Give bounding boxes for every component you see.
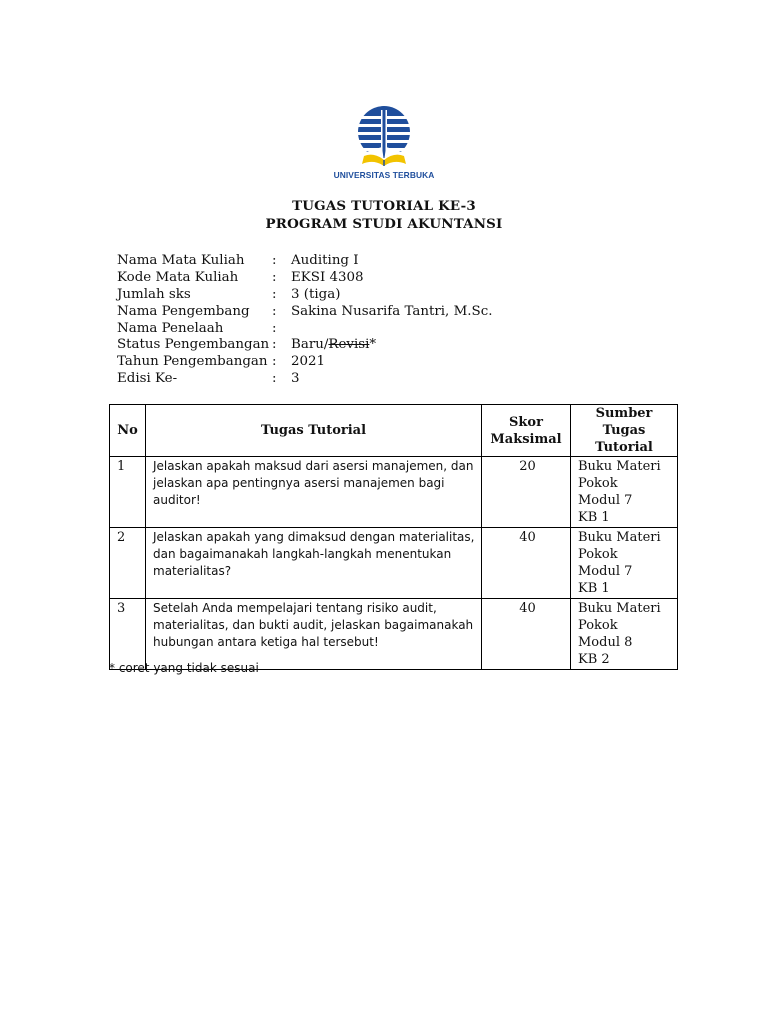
info-colon: : <box>272 269 277 285</box>
sumber-line: Pokok <box>578 618 618 633</box>
info-colon: : <box>272 253 277 268</box>
sumber-line: Buku Materi <box>578 459 661 474</box>
cell-no: 1 <box>110 457 146 528</box>
sumber-line: Modul 7 <box>578 564 633 579</box>
table-header-row <box>110 405 678 457</box>
cell-no: 2 <box>110 528 146 599</box>
page-title: TUGAS TUTORIAL KE-3 <box>292 198 476 214</box>
cell-skor: 40 <box>482 528 571 599</box>
sumber-line: KB 2 <box>578 652 610 667</box>
info-label: Kode Mata Kuliah <box>117 269 239 285</box>
info-label: Nama Mata Kuliah <box>117 253 245 268</box>
cell-skor: 20 <box>482 457 571 528</box>
sumber-line: Buku Materi <box>578 601 661 616</box>
cell-tugas: Setelah Anda mempelajari tentang risiko audit, materialitas, dan bukti audit, jelaskan bagaimanakah hubungan antara ketiga hal tersebut! <box>146 599 482 670</box>
header-sumber-line: Tugas <box>602 423 646 438</box>
header-skor-maksimal <box>482 405 571 457</box>
tutorial-task-table <box>109 404 678 670</box>
sumber-line: Pokok <box>578 476 618 491</box>
status-asterisk: * <box>369 337 377 353</box>
table-row <box>110 528 678 599</box>
header-skor-line: Maksimal <box>490 431 562 447</box>
info-colon: : <box>272 337 277 353</box>
cell-sumber <box>571 599 678 670</box>
info-value: EKSI 4308 <box>291 269 364 285</box>
info-label: Nama Penelaah <box>117 320 224 336</box>
info-label: Tahun Pengembangan <box>117 354 268 370</box>
header-sumber-tugas-tutorial <box>571 405 678 457</box>
sumber-line: Modul 8 <box>578 635 633 650</box>
cell-tugas: Jelaskan apakah maksud dari asersi manajemen, dan jelaskan apa pentingnya asersi manajemen bagi auditor! <box>146 457 482 528</box>
info-value: 2021 <box>291 354 326 370</box>
info-value: 3 (tiga) <box>291 286 341 302</box>
status-baru: Baru/ <box>291 337 329 353</box>
info-colon: : <box>272 354 277 370</box>
info-colon: : <box>272 286 277 302</box>
info-colon: : <box>272 303 277 319</box>
info-colon: : <box>272 320 277 336</box>
status-revisi-struck: Revisi <box>328 337 370 353</box>
cell-sumber <box>571 528 678 599</box>
cell-tugas: Jelaskan apakah yang dimaksud dengan materialitas, dan bagaimanakah langkah-langkah menentukan materialitas? <box>146 528 482 599</box>
info-value: 3 <box>291 371 300 387</box>
info-value <box>291 337 376 354</box>
cell-no: 3 <box>110 599 146 670</box>
cell-sumber <box>571 457 678 528</box>
info-colon: : <box>272 371 277 387</box>
sumber-line: Modul 7 <box>578 493 633 508</box>
header-skor-line: Skor <box>509 414 543 430</box>
info-label: Status Pengembangan <box>117 337 270 353</box>
logo-wordmark: UNIVERSITAS TERBUKA <box>333 170 435 180</box>
footnote: * coret yang tidak sesuai <box>109 661 259 675</box>
cell-skor: 40 <box>482 599 571 670</box>
sumber-line: Pokok <box>578 547 618 562</box>
info-label: Edisi Ke- <box>117 371 178 387</box>
info-label: Jumlah sks <box>117 286 191 302</box>
info-value: Sakina Nusarifa Tantri, M.Sc. <box>291 303 493 319</box>
table-row <box>110 599 678 670</box>
header-sumber-line: Sumber <box>595 406 653 421</box>
page-subtitle: PROGRAM STUDI AKUNTANSI <box>265 216 503 232</box>
header-no: No <box>110 405 146 457</box>
sumber-line: KB 1 <box>578 581 610 596</box>
sumber-line: KB 1 <box>578 510 610 525</box>
header-tugas-tutorial: Tugas Tutorial <box>146 405 482 457</box>
sumber-line: Buku Materi <box>578 530 661 545</box>
header-sumber-line: Tutorial <box>595 440 653 455</box>
info-value: Auditing I <box>291 253 359 268</box>
info-label: Nama Pengembang <box>117 303 250 319</box>
table-row <box>110 457 678 528</box>
